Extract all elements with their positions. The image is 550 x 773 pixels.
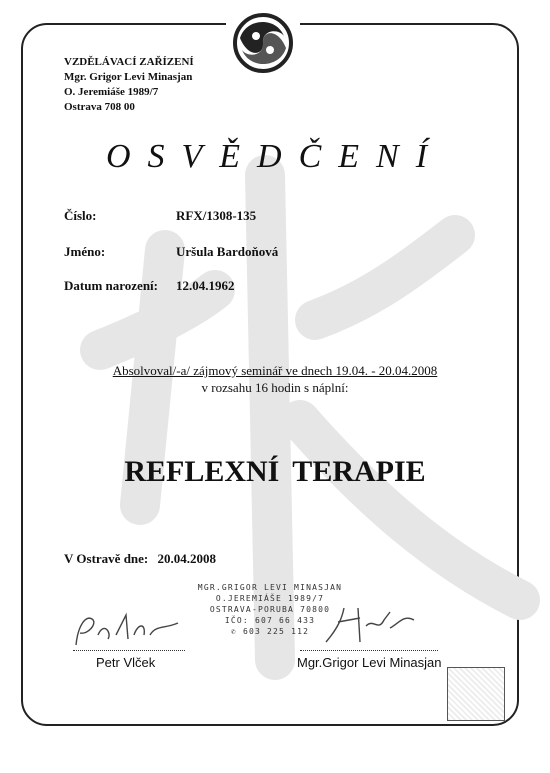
stamp-line-1: MGR.GRIGOR LEVI MINASJAN — [197, 583, 343, 592]
birthdate-label: Datum narození: — [64, 278, 159, 293]
right-signature — [318, 598, 428, 650]
course-title: REFLEXNÍ TERAPIE — [124, 455, 426, 488]
number-value: RFX/1308-135 — [176, 208, 257, 223]
place-date-value: 20.04.2008 — [157, 551, 217, 566]
right-signatory-name: Mgr.Grigor Levi Minasjan — [297, 655, 442, 670]
name-value: Uršula Bardoňová — [176, 244, 279, 259]
left-signatory-name: Petr Vlček — [96, 655, 156, 670]
completion-line-2: v rozsahu 16 hodin s náplní: — [201, 380, 349, 395]
issuer-person: Mgr. Grigor Levi Minasjan — [64, 71, 193, 83]
number-label: Číslo: — [64, 208, 97, 223]
right-signature-line — [300, 650, 438, 651]
logo — [226, 8, 300, 78]
issuer-block — [64, 55, 194, 115]
stamp-line-5: ✆ 603 225 112 — [230, 627, 310, 636]
name-label: Jméno: — [64, 244, 106, 259]
place-date — [64, 551, 216, 567]
left-signature — [68, 605, 188, 653]
issuer-name: VZDĚLÁVACÍ ZAŘÍZENÍ — [64, 56, 194, 68]
stamp-line-3: OSTRAVA-PORUBA 70800 — [209, 605, 331, 614]
phone-icon: ✆ — [230, 627, 237, 636]
birthdate-value: 12.04.1962 — [176, 278, 235, 293]
chinese-seal — [447, 667, 505, 721]
issuer-city: Ostrava 708 00 — [64, 101, 135, 113]
completion-line-1: Absolvoval/-a/ zájmový seminář ve dnech 19.04. - 20.04.2008 — [112, 363, 438, 378]
place-date-label: V Ostravě dne: — [64, 551, 149, 566]
stamp-line-2: O.JEREMIÁŠE 1989/7 — [215, 594, 325, 603]
certificate-title: OSVĚDČENÍ — [105, 138, 445, 175]
left-signature-line — [73, 650, 185, 651]
stamp-line-4: IČO: 607 66 433 — [224, 616, 316, 625]
completion-statement — [0, 362, 550, 379]
issuer-street: O. Jeremiáše 1989/7 — [64, 86, 159, 98]
